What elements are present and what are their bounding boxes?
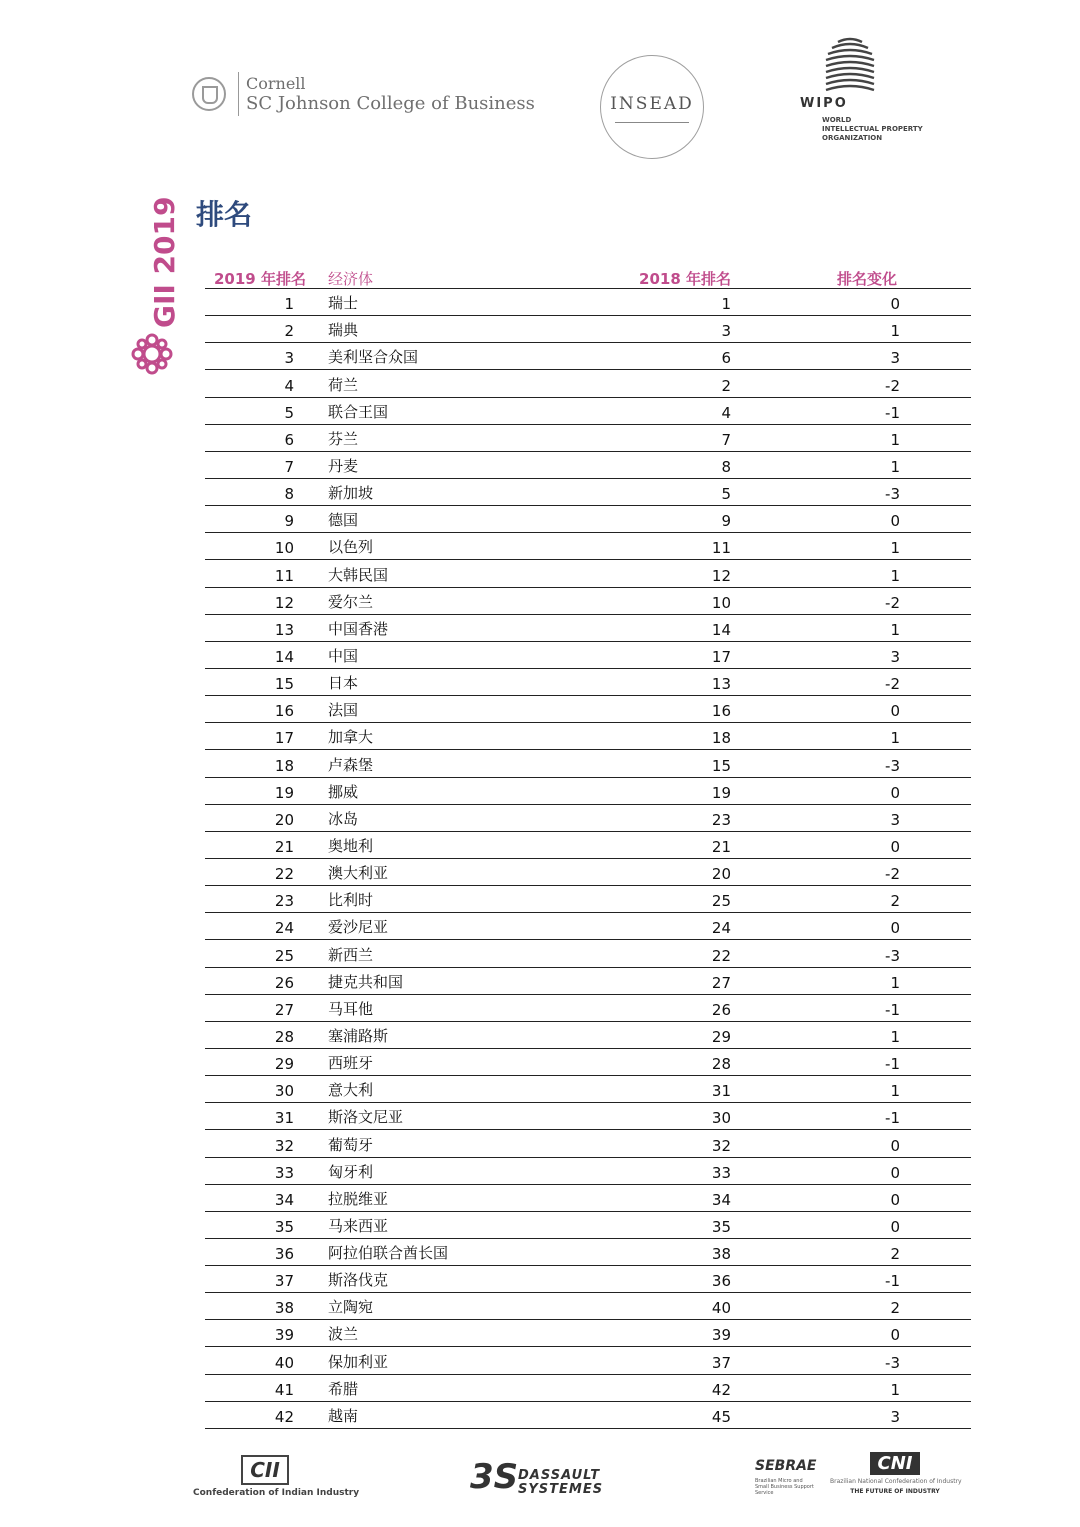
cell-economy: 立陶宛 [328,1298,374,1317]
cell-economy: 爱尔兰 [328,592,374,611]
cell-rank-2018: 29 [711,1027,731,1046]
sebrae-subtitle: Brazilian Micro and Small Business Support Service [755,1478,814,1496]
cell-economy: 新加坡 [328,484,374,503]
cell-rank-2019: 41 [274,1380,294,1399]
cell-rank-2019: 2 [284,322,294,341]
cell-rank-2019: 3 [284,349,294,368]
cell-economy: 新西兰 [328,945,374,964]
cell-economy: 波兰 [328,1325,359,1344]
cell-economy: 希腊 [328,1379,359,1398]
sebrae-logo [755,1458,817,1496]
table-header [205,266,971,289]
wipo-sub-line: INTELLECTUAL PROPERTY [822,124,923,133]
table-row [205,1375,971,1402]
table-row [205,1293,971,1320]
cell-rank-2019: 18 [274,756,294,775]
cell-economy: 马来西亚 [328,1216,389,1235]
cell-rank-2018: 32 [711,1136,731,1155]
cell-economy: 爱沙尼亚 [328,918,389,937]
table-row [205,289,971,316]
insead-logo [600,55,704,159]
cell-rank-change: 1 [890,729,900,748]
cell-rank-2019: 25 [274,946,294,965]
cii-caption: Confederation of Indian Industry [193,1488,360,1498]
cell-rank-change: -3 [885,756,900,775]
table-row [205,750,971,777]
cell-rank-change: -3 [885,1353,900,1372]
cell-rank-2019: 37 [274,1272,294,1291]
cell-rank-change: 1 [890,457,900,476]
cell-economy: 意大利 [328,1081,374,1100]
dassault-mark-icon: 3S [470,1457,519,1497]
header-rank-2019: 2019 年排名 [214,270,306,288]
cell-rank-change: 3 [890,349,900,368]
cell-economy: 奥地利 [328,836,374,855]
cell-rank-2018: 10 [711,593,731,612]
ranking-table [205,266,971,1429]
cell-rank-2018: 35 [711,1217,731,1236]
cell-economy: 以色列 [328,538,374,557]
cell-rank-2019: 5 [284,403,294,422]
cell-rank-2018: 14 [711,620,731,639]
table-row [205,886,971,913]
cell-rank-2019: 40 [274,1353,294,1372]
cell-economy: 中国 [328,646,359,665]
cell-rank-2019: 7 [284,457,294,476]
cell-rank-2018: 27 [711,973,731,992]
cell-rank-2019: 24 [274,919,294,938]
cell-rank-change: 2 [890,1245,900,1264]
table-row [205,805,971,832]
cell-rank-2019: 20 [274,810,294,829]
cni-subtitle: Brazilian National Confederation of Industry [830,1478,962,1485]
cell-rank-change: 0 [890,1190,900,1209]
header-economy: 经济体 [328,270,374,288]
table-row [205,1022,971,1049]
cell-economy: 联合王国 [328,402,389,421]
cell-rank-2019: 29 [274,1055,294,1074]
table-row [205,913,971,940]
cni-logo [830,1452,960,1495]
cornell-logo [192,72,535,116]
cell-economy: 挪威 [328,782,359,801]
table-row [205,696,971,723]
cell-rank-2018: 26 [711,1000,731,1019]
cornell-wordmark [246,74,535,115]
cell-rank-2019: 23 [274,892,294,911]
cell-rank-2018: 37 [711,1353,731,1372]
cell-rank-2019: 30 [274,1082,294,1101]
table-row [205,533,971,560]
cell-rank-2019: 31 [274,1109,294,1128]
cell-rank-2018: 17 [711,647,731,666]
cell-economy: 瑞典 [328,321,359,340]
cell-economy: 拉脱维亚 [328,1189,389,1208]
table-row [205,940,971,967]
table-row [205,398,971,425]
table-row [205,669,971,696]
cell-economy: 马耳他 [328,999,374,1018]
cell-rank-change: 0 [890,783,900,802]
cell-rank-2018: 12 [711,566,731,585]
table-row [205,479,971,506]
table-row [205,1212,971,1239]
cell-rank-change: -1 [885,1000,900,1019]
table-row [205,1130,971,1157]
cell-rank-2019: 17 [274,729,294,748]
cell-rank-change: 1 [890,1082,900,1101]
table-body [205,289,971,1429]
cell-economy: 澳大利亚 [328,864,389,883]
cell-rank-2019: 33 [274,1163,294,1182]
cell-rank-change: 1 [890,620,900,639]
cell-rank-change: -2 [885,865,900,884]
cell-rank-2019: 19 [274,783,294,802]
cell-economy: 芬兰 [328,429,359,448]
cell-rank-2019: 26 [274,973,294,992]
cornell-line2: SC Johnson College of Business [246,92,535,114]
divider [238,72,239,116]
cornell-seal-icon [192,77,226,111]
cell-rank-2019: 1 [284,295,294,314]
cell-rank-change: -1 [885,1055,900,1074]
cell-economy: 荷兰 [328,375,359,394]
table-row [205,832,971,859]
cell-economy: 德国 [328,511,359,530]
cell-rank-2018: 8 [721,457,731,476]
cell-rank-2018: 28 [711,1055,731,1074]
table-row [205,778,971,805]
gii-brand-text: GII 2019 [148,196,181,328]
cell-rank-change: 1 [890,539,900,558]
cell-rank-2019: 9 [284,512,294,531]
cell-rank-change: 1 [890,566,900,585]
wipo-globe-icon [820,30,880,96]
cell-rank-2019: 10 [274,539,294,558]
cell-rank-2019: 8 [284,485,294,504]
table-row [205,642,971,669]
cell-rank-2018: 6 [721,349,731,368]
cell-rank-2019: 16 [274,702,294,721]
wipo-sub-line: ORGANIZATION [822,133,883,142]
cell-rank-2019: 22 [274,865,294,884]
cell-rank-2018: 7 [721,430,731,449]
cell-rank-change: -1 [885,1109,900,1128]
dassault-wordmark [518,1469,603,1496]
cell-economy: 加拿大 [328,728,374,747]
cell-rank-change: 0 [890,919,900,938]
cell-rank-2019: 34 [274,1190,294,1209]
cell-rank-change: 3 [890,647,900,666]
cell-rank-2018: 31 [711,1082,731,1101]
cell-rank-2019: 27 [274,1000,294,1019]
cell-rank-2019: 6 [284,430,294,449]
cni-mark: CNI [870,1452,921,1475]
cell-economy: 越南 [328,1406,359,1425]
cell-economy: 瑞士 [328,294,359,313]
cell-rank-2018: 30 [711,1109,731,1128]
cell-economy: 卢森堡 [328,755,374,774]
table-row [205,1347,971,1374]
cell-rank-2018: 3 [721,322,731,341]
cell-rank-2018: 9 [721,512,731,531]
cell-rank-2019: 32 [274,1136,294,1155]
cell-rank-2018: 22 [711,946,731,965]
cell-economy: 美利坚合众国 [328,348,419,367]
table-row [205,560,971,587]
cell-rank-change: -2 [885,376,900,395]
cell-rank-2019: 38 [274,1299,294,1318]
cii-mark: CII [241,1455,289,1485]
cell-rank-2018: 34 [711,1190,731,1209]
cell-rank-2018: 13 [711,675,731,694]
cell-rank-change: 0 [890,1136,900,1155]
cell-rank-change: 1 [890,430,900,449]
cell-rank-2019: 42 [274,1407,294,1426]
dassault-line1: DASSAULT [518,1468,601,1483]
table-row [205,1266,971,1293]
header-rank-change: 排名变化 [836,270,897,288]
cell-rank-2018: 39 [711,1326,731,1345]
gii-side-brand [128,190,181,380]
cell-rank-2018: 36 [711,1272,731,1291]
table-row [205,1076,971,1103]
cell-rank-2018: 2 [721,376,731,395]
cell-rank-change: -1 [885,403,900,422]
cell-economy: 保加利亚 [328,1352,389,1371]
cell-rank-2018: 40 [711,1299,731,1318]
cell-rank-2019: 13 [274,620,294,639]
cell-rank-2018: 23 [711,810,731,829]
wipo-wordmark: WIPO [800,96,848,111]
table-row [205,615,971,642]
cell-rank-2019: 21 [274,837,294,856]
cell-rank-2018: 4 [721,403,731,422]
cell-rank-2019: 15 [274,675,294,694]
cell-economy: 斯洛文尼亚 [328,1108,404,1127]
cell-rank-2018: 45 [711,1407,731,1426]
cni-tagline: THE FUTURE OF INDUSTRY [850,1488,940,1495]
cell-economy: 丹麦 [328,456,359,475]
cell-rank-2019: 36 [274,1245,294,1264]
cell-rank-change: 0 [890,1163,900,1182]
insead-wordmark: INSEAD [610,94,694,114]
cell-rank-2018: 5 [721,485,731,504]
cell-rank-2018: 21 [711,837,731,856]
cell-rank-2019: 14 [274,647,294,666]
cell-rank-2018: 19 [711,783,731,802]
cell-economy: 斯洛伐克 [328,1271,389,1290]
table-row [205,1402,971,1429]
cell-economy: 中国香港 [328,619,389,638]
cell-rank-change: 3 [890,810,900,829]
table-row [205,1239,971,1266]
cell-rank-change: 0 [890,702,900,721]
cell-rank-2019: 39 [274,1326,294,1345]
table-row [205,1320,971,1347]
cell-rank-2018: 11 [711,539,731,558]
cell-rank-2018: 42 [711,1380,731,1399]
cell-economy: 葡萄牙 [328,1135,374,1154]
cell-rank-2019: 12 [274,593,294,612]
cell-rank-change: 1 [890,1027,900,1046]
cell-economy: 日本 [328,674,359,693]
cell-rank-2019: 4 [284,376,294,395]
table-row [205,859,971,886]
cell-economy: 法国 [328,701,359,720]
cell-economy: 塞浦路斯 [328,1026,389,1045]
cell-rank-2018: 20 [711,865,731,884]
cell-economy: 大韩民国 [328,565,389,584]
table-row [205,316,971,343]
cell-economy: 冰岛 [328,809,359,828]
table-row [205,506,971,533]
header-rank-2018: 2018 年排名 [639,270,731,288]
table-row [205,1049,971,1076]
cell-rank-2019: 11 [274,566,294,585]
cell-rank-change: 0 [890,1326,900,1345]
cell-rank-2018: 1 [721,295,731,314]
cell-rank-change: 0 [890,1217,900,1236]
cell-rank-2018: 24 [711,919,731,938]
wipo-subtitle [822,116,972,142]
table-row [205,370,971,397]
gii-emblem-icon [130,332,174,376]
cell-economy: 匈牙利 [328,1162,374,1181]
cell-rank-2019: 28 [274,1027,294,1046]
cell-rank-change: 0 [890,512,900,531]
cell-economy: 西班牙 [328,1054,374,1073]
cell-rank-change: -3 [885,485,900,504]
cell-rank-change: -1 [885,1272,900,1291]
table-row [205,968,971,995]
cell-rank-change: 1 [890,973,900,992]
cell-rank-change: 3 [890,1407,900,1426]
table-row [205,452,971,479]
cell-rank-2018: 18 [711,729,731,748]
cell-economy: 阿拉伯联合酋长国 [328,1244,449,1263]
cell-rank-change: 1 [890,1380,900,1399]
page-title: 排名 [196,198,253,231]
table-row [205,425,971,452]
table-row [205,723,971,750]
cell-rank-change: -3 [885,946,900,965]
cell-rank-change: 0 [890,837,900,856]
cell-economy: 捷克共和国 [328,972,404,991]
table-row [205,1103,971,1130]
table-row [205,995,971,1022]
cell-rank-change: 2 [890,892,900,911]
cell-rank-2018: 38 [711,1245,731,1264]
cell-rank-2019: 35 [274,1217,294,1236]
cell-rank-2018: 33 [711,1163,731,1182]
cell-rank-2018: 15 [711,756,731,775]
dassault-line2: SYSTEMES [518,1481,604,1497]
cell-rank-2018: 16 [711,702,731,721]
table-row [205,1158,971,1185]
cell-rank-change: -2 [885,675,900,694]
table-row [205,1185,971,1212]
cell-economy: 比利时 [328,891,374,910]
cell-rank-2018: 25 [711,892,731,911]
table-row [205,588,971,615]
sebrae-wordmark: SEBRAE [755,1458,817,1474]
cell-rank-change: -2 [885,593,900,612]
cell-rank-change: 2 [890,1299,900,1318]
table-row [205,343,971,370]
wipo-sub-line: WORLD [822,116,852,124]
insead-rule [615,122,689,123]
cell-rank-change: 1 [890,322,900,341]
cornell-line1: Cornell [246,73,306,93]
cell-rank-change: 0 [890,295,900,314]
